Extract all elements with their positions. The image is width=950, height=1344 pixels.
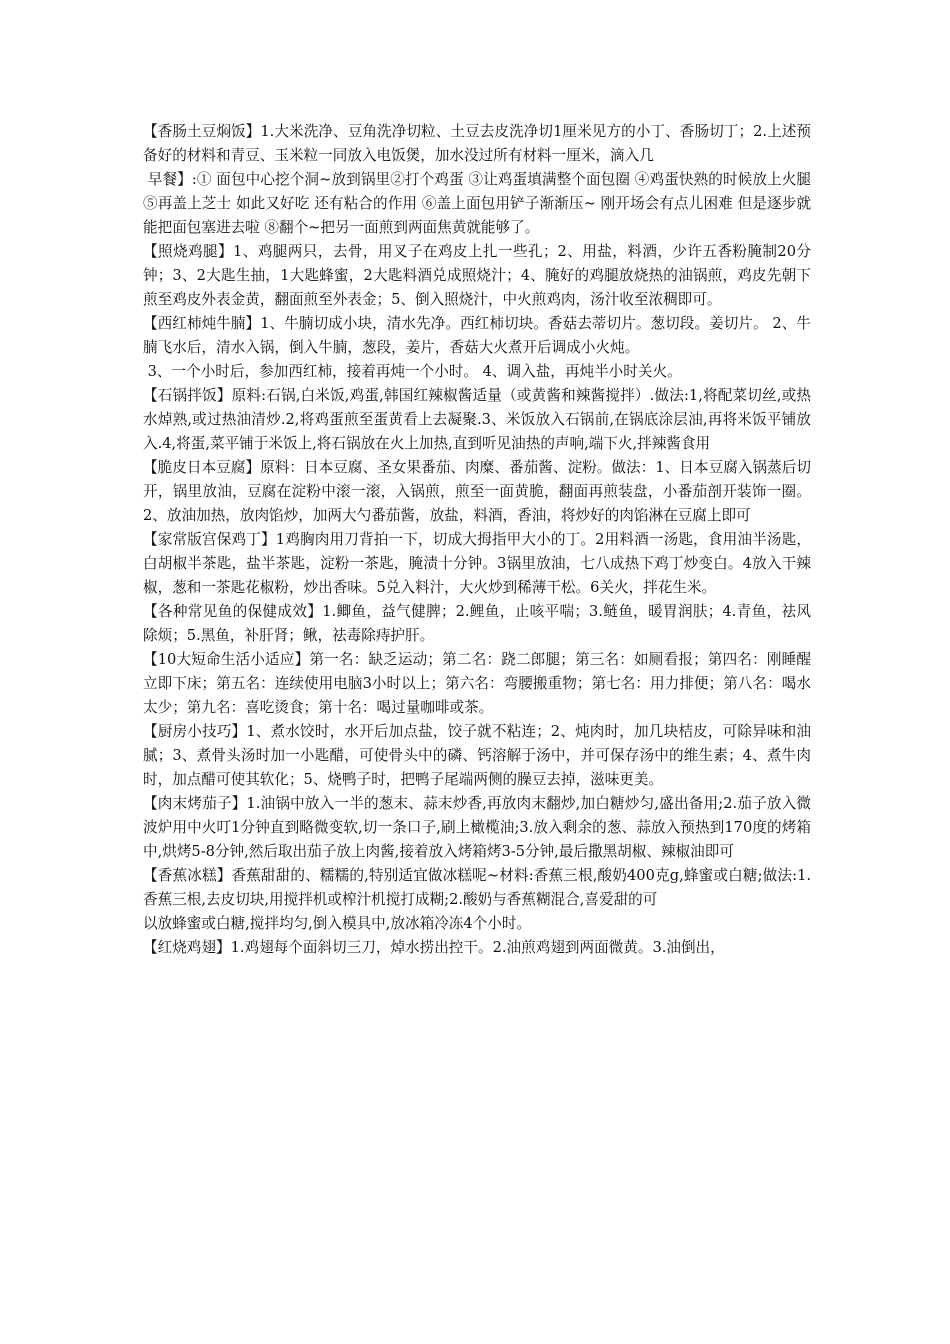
tips-paragraph-kitchen-tips: 【厨房小技巧】1、煮水饺时，水开后加点盐，饺子就不粘连；2、炖肉时，加几块桔皮，可除异味和油腻；3、煮骨头汤时加一小匙醋，可使骨头中的磷、钙溶解于汤中，并可保存汤中的维生素；4、煮牛肉时，加点醋可使其软化；5、烧鸭子时，把鸭子尾端两侧的臊豆去掉，滋味更美。 — [143, 723, 811, 788]
recipe-paragraph-roasted-eggplant: 【肉末烤茄子】1.油锅中放入一半的葱末、蒜末炒香,再放肉末翻炒,加白糖炒匀,盛出备用;2.茄子放入微波炉用中火叮1分钟直到略微变软,切一条口子,刷上橄榄油;3.放入剩余的葱、蒜放入预热到170度的烤箱中,烘烤5-8分钟,然后取出茄子放上肉酱,接着放入烤箱烤3-5分钟,最后撒黑胡椒、辣椒油即可 — [143, 795, 811, 860]
recipe-paragraph-braised-chicken-wings: 【红烧鸡翅】1.鸡翅每个面斜切三刀，焯水捞出控干。2.油煎鸡翅到两面微黄。3.油倒出， — [143, 939, 725, 956]
document-body — [143, 120, 816, 960]
tips-paragraph-bad-habits: 【10大短命生活小适应】第一名：缺乏运动；第二名：跷二郎腿；第三名：如厕看报；第四名：刚睡醒立即下床；第五名：连续使用电脑3小时以上；第六名：弯腰搬重物；第七名：用力排便；第八名：喝水太少；第九名：喜吃烫食；第十名：喝过量咖啡或茶。 — [143, 651, 811, 716]
recipe-paragraph-stone-pot-bibimbap: 【石锅拌饭】原料:石锅,白米饭,鸡蛋,韩国红辣椒酱适量（或黄酱和辣酱搅拌）.做法:1,将配菜切丝,或热水焯熟,或过热油清炒.2,将鸡蛋煎至蛋黄看上去凝聚.3、米饭放入石锅前,在锅底涂层油,再将米饭平铺放入.4,将蛋,菜平铺于米饭上,将石锅放在火上加热,直到听见油热的声响,端下火,拌辣酱食用 — [143, 387, 811, 452]
recipe-paragraph-banana-ice-cream: 【香蕉冰糕】香蕉甜甜的、糯糯的,特别适宜做冰糕呢~材料:香蕉三根,酸奶400克g,蜂蜜或白糖;做法:1.香蕉三根,去皮切块,用搅拌机或榨汁机搅打成糊;2.酸奶与香蕉糊混合,喜爱甜的可 — [143, 867, 811, 908]
tips-paragraph-fish-benefits: 【各种常见鱼的保健成效】1.鲫鱼，益气健脾；2.鲤鱼，止咳平喘；3.鲢鱼，暖胃润肤；4.青鱼，祛风除烦；5.黑鱼，补肝肾；鳅，祛毒除痔护肝。 — [143, 603, 811, 644]
recipe-paragraph-crispy-tofu: 【脆皮日本豆腐】原料：日本豆腐、圣女果番茄、肉糜、番茄酱、淀粉。做法：1、日本豆腐入锅蒸后切开，锅里放油，豆腐在淀粉中滚一滚，入锅煎，煎至一面黄脆，翻面再煎装盘，小番茄剖开装饰一圈。2、放油加热，放肉馅炒，加两大勺番茄酱，放盐，料酒，香油，将炒好的肉馅淋在豆腐上即可 — [143, 459, 811, 524]
recipe-paragraph-breakfast: 早餐】:① 面包中心挖个洞~放到锅里②打个鸡蛋 ③让鸡蛋填满整个面包圈 ④鸡蛋快熟的时候放上火腿 ⑤再盖上芝士 如此又好吃 还有粘合的作用 ⑥盖上面包用铲子渐渐压~ 刚开场会有点儿困难 但是逐步就能把面包塞进去啦 ⑧翻个~把另一面煎到两面焦黄就能够了。 — [143, 171, 816, 236]
recipe-paragraph-kung-pao-chicken: 【家常版宫保鸡丁】1鸡胸肉用刀背拍一下，切成大拇指甲大小的丁。2用料酒一汤匙，食用油半汤匙，白胡椒半茶匙，盐半茶匙，淀粉一茶匙，腌渍十分钟。3锅里放油，七八成热下鸡丁炒变白。4放入干辣椒，葱和一茶匙花椒粉，炒出香味。5兑入料汁，大火炒到稀薄干松。6关火，拌花生米。 — [143, 531, 811, 596]
recipe-paragraph-tomato-beef-brisket-cont: 3、一个小时后，参加西红柿，接着再炖一个小时。 4、调入盐，再炖半小时关火。 — [143, 363, 682, 380]
recipe-paragraph-teriyaki-chicken: 【照烧鸡腿】1、鸡腿两只，去骨，用叉子在鸡皮上扎一些孔；2、用盐，料酒，少许五香粉腌制20分钟；3、2大匙生抽，1大匙蜂蜜，2大匙料酒兑成照烧汁；4、腌好的鸡腿放烧热的油锅煎，鸡皮先朝下煎至鸡皮外表金黄，翻面煎至外表金；5、倒入照烧汁，中火煎鸡肉，汤汁收至浓稠即可。 — [143, 243, 811, 308]
recipe-paragraph-banana-ice-cream-cont: 以放蜂蜜或白糖,搅拌均匀,倒入模具中,放冰箱冷冻4个小时。 — [143, 915, 532, 932]
recipe-paragraph-tomato-beef-brisket: 【西红柿炖牛腩】1、牛腩切成小块，清水先净。西红柿切块。香菇去蒂切片。葱切段。姜切片。 2、牛腩飞水后，清水入锅，倒入牛腩，葱段，姜片，香菇大火煮开后调成小火炖。 — [143, 315, 811, 356]
recipe-paragraph-sausage-potato-rice: 【香肠土豆焖饭】1.大米洗净、豆角洗净切粒、土豆去皮洗净切1厘米见方的小丁、香肠切丁；2.上述预备好的材料和青豆、玉米粒一同放入电饭煲，加水没过所有材料一厘米，滴入几 — [143, 123, 811, 164]
